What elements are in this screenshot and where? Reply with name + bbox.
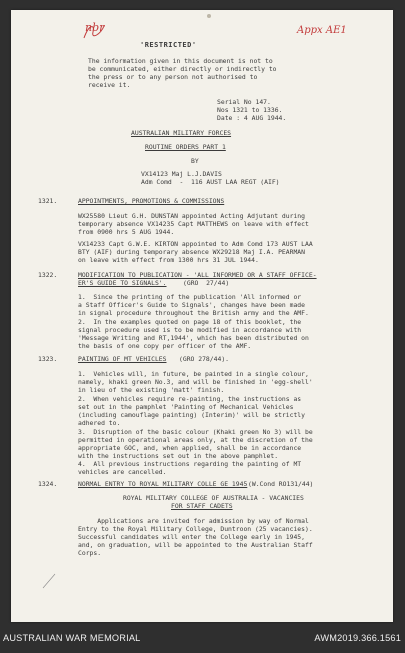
section-title: MODIFICATION TO PUBLICATION - 'ALL INFORMED OR A STAFF OFFICE- xyxy=(78,271,317,279)
serial-line: Nos 1321 to 1336. xyxy=(217,106,283,114)
punch-hole xyxy=(207,14,211,18)
body-line: Successful candidates will enter the College early in 1945, xyxy=(78,533,306,541)
section-reference: (GRO 27/44) xyxy=(183,279,230,287)
body-line: a Staff Officer's Guide to Signals', changes have been made xyxy=(78,301,306,309)
serial-line: Serial No 147. xyxy=(217,98,271,106)
body-line: and, on graduation, will be appointed to the Australian Staff xyxy=(78,541,313,549)
command-line: Adm Comd - 116 AUST LAA REGT (AIF) xyxy=(141,178,280,186)
body-line: with the instructions set out in the above pamphlet. xyxy=(78,452,279,460)
document-page xyxy=(11,10,393,622)
notice-line: be communicated, either directly or indirectly to xyxy=(88,65,277,73)
section-subtitle: ROYAL MILITARY COLLEGE OF AUSTRALIA - VACANCIES xyxy=(123,494,304,502)
section-title: APPOINTMENTS, PROMOTIONS & COMMISSIONS xyxy=(78,197,225,205)
body-line: Entry to the Royal Military College, Duntroon (25 vacancies). xyxy=(78,525,313,533)
body-line: in lieu of the existing 'matt' finish. xyxy=(78,386,225,394)
force-heading: AUSTRALIAN MILITARY FORCES xyxy=(131,129,232,137)
by-line: BY xyxy=(191,157,199,165)
body-line: 1. Vehicles will, in future, be painted in a single colour, xyxy=(78,370,309,378)
body-line: Corps. xyxy=(78,549,102,557)
footer-source: AUSTRALIAN WAR MEMORIAL xyxy=(3,633,141,643)
officer-line: VX14123 Maj L.J.DAVIS xyxy=(141,170,222,178)
body-line: set out in the pamphlet 'Painting of Mechanical Vehicles xyxy=(78,403,294,411)
footer-bar xyxy=(0,624,405,653)
body-line: appropriate GOC, and, when applied, shall be in accordance xyxy=(78,444,302,452)
body-line: 1. Since the printing of the publication 'All informed or xyxy=(78,293,302,301)
body-line: the basis of one copy per officer of the AMF. xyxy=(78,342,252,350)
section-number: 1321. xyxy=(38,197,58,205)
section-number: 1322. xyxy=(38,271,58,279)
body-line: temporary absence VX14235 Capt MATTHEWS on leave with effect xyxy=(78,220,309,228)
body-line: 2. In the examples quoted on page 18 of this booklet, the xyxy=(78,318,302,326)
body-line: permitted in operational areas only, at the discretion of the xyxy=(78,436,313,444)
body-line: 'Message Writing and RT,1944', which has been distributed on xyxy=(78,334,309,342)
footer-accession: AWM2019.366.1561 xyxy=(314,633,401,643)
body-line: in signal procedure throughout the British army and the AMF. xyxy=(78,309,309,317)
section-reference: (W.Cond RO131/44) xyxy=(248,480,314,488)
body-line: vehicles are cancelled. xyxy=(78,468,167,476)
section-reference: (GRO 278/44). xyxy=(179,355,230,363)
body-line: adhered to. xyxy=(78,419,121,427)
scribble-icon xyxy=(81,20,107,44)
section-title-cont: ER'S GUIDE TO SIGNALS'. xyxy=(78,279,167,287)
section-number: 1324. xyxy=(38,480,58,488)
body-line: (including camouflage painting) (Interim)' will be strictly xyxy=(78,411,306,419)
section-subtitle: FOR STAFF CADETS xyxy=(171,502,233,510)
notice-line: the press or to any person not authorised to xyxy=(88,73,258,81)
body-line: 4. All previous instructions regarding the painting of MT xyxy=(78,460,302,468)
section-number: 1323. xyxy=(38,355,58,363)
body-line: from 0900 hrs 5 AUG 1944. xyxy=(78,228,175,236)
pencil-mark-icon xyxy=(41,570,61,590)
restricted-heading: 'RESTRICTED' xyxy=(140,41,197,49)
section-title: PAINTING OF MT VEHICLES xyxy=(78,355,167,363)
body-line: WX25580 Lieut G.H. DUNSTAN appointed Acting Adjutant during xyxy=(78,212,306,220)
handwritten-mark-left: nbr xyxy=(85,21,105,34)
body-line: namely, khaki green No.3, and will be finished in 'egg-shell' xyxy=(78,378,313,386)
section-title: NORMAL ENTRY TO ROYAL MILITARY COLLE GE 1945 xyxy=(78,480,248,488)
notice-line: The information given in this document is not to xyxy=(88,57,273,65)
body-line: Applications are invited for admission by way of Normal xyxy=(78,517,309,525)
body-line: on leave with effect from 1300 hrs 31 JUL 1944. xyxy=(78,256,259,264)
handwritten-mark-right: Appx AE1 xyxy=(297,25,347,36)
body-line: 2. When vehicles require re-painting, the instructions as xyxy=(78,395,302,403)
serial-line: Date : 4 AUG 1944. xyxy=(217,114,287,122)
notice-line: receive it. xyxy=(88,81,131,89)
body-line: signal procedure used is to be modified in accordance with xyxy=(78,326,302,334)
body-line: VX14233 Capt G.W.E. KIRTON appointed to Adm Comd 173 AUST LAA xyxy=(78,240,313,248)
body-line: BTY (AIF) during temporary absence WX29218 Maj I.A. PEARMAN xyxy=(78,248,306,256)
body-line: 3. Disruption of the basic colour (Khaki green No 3) will be xyxy=(78,428,313,436)
orders-heading: ROUTINE ORDERS PART 1 xyxy=(145,143,226,151)
